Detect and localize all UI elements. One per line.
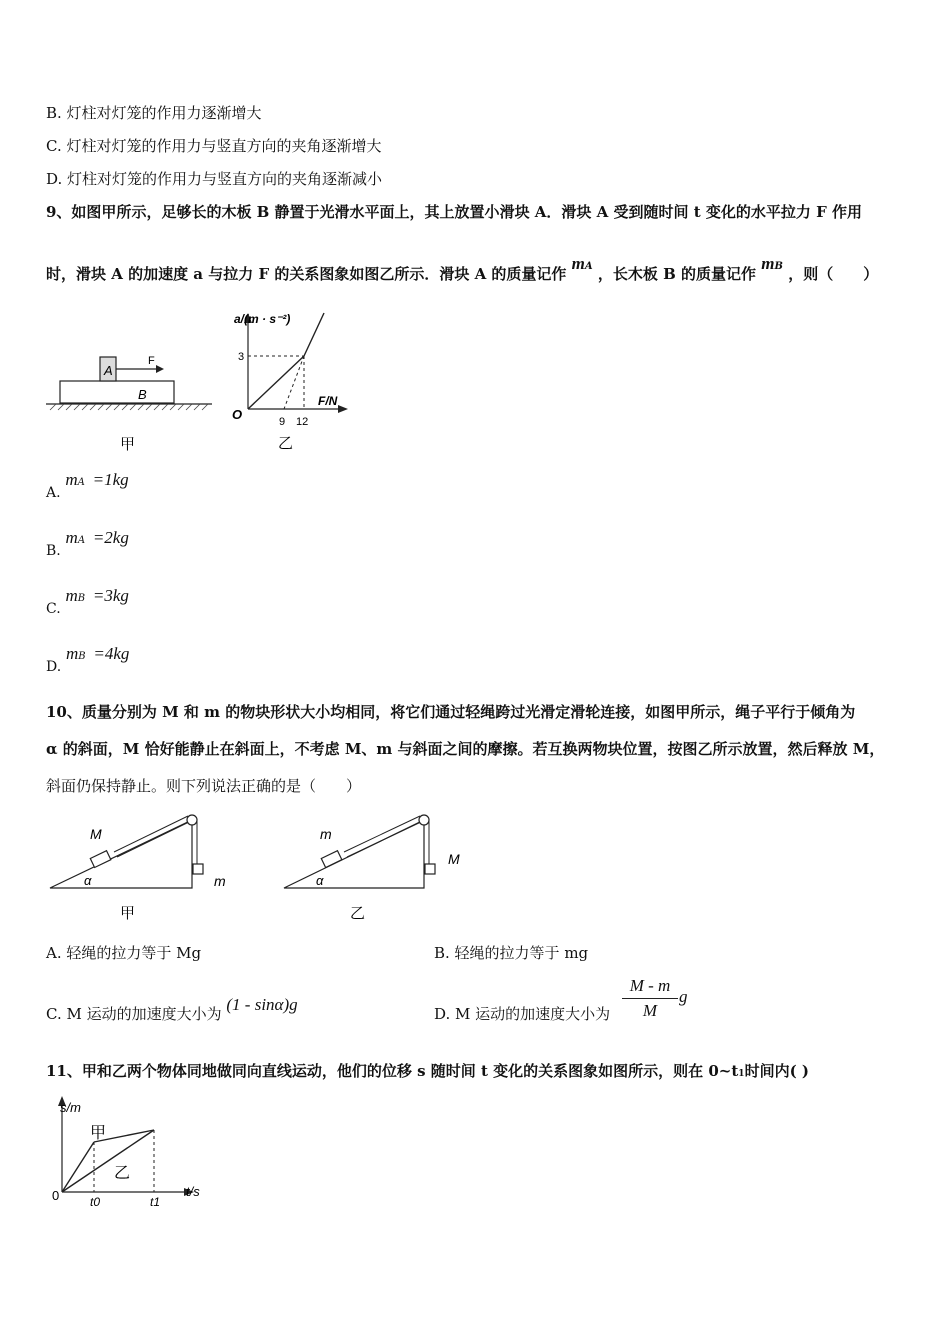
segment-1 xyxy=(248,356,304,409)
pulley xyxy=(187,815,197,825)
prev-option-b: B. 灯柱对灯笼的作用力逐渐增大 xyxy=(46,104,262,122)
y-axis-label: a/(m · s⁻²) xyxy=(234,312,291,326)
rope-2 xyxy=(117,821,191,857)
q9-option-a[interactable]: A. mA =1kg xyxy=(46,470,129,501)
q11-figure xyxy=(44,1092,224,1214)
y-axis-label: s/m xyxy=(60,1100,81,1115)
q9-stem-line2 xyxy=(46,254,879,287)
q10-option-d-g: g xyxy=(679,987,688,1006)
q10-option-c[interactable]: C. M 运动的加速度大小为 (1 - sinα)g xyxy=(46,995,298,1023)
rope-2 xyxy=(347,821,423,857)
label-b: B xyxy=(138,387,147,402)
segment-2 xyxy=(304,313,324,356)
q10-option-d[interactable]: D. M 运动的加速度大小为 xyxy=(434,1005,611,1023)
tick-t1: t1 xyxy=(150,1195,161,1209)
caption-yi: 乙 xyxy=(278,435,294,452)
hanging-block xyxy=(425,864,435,874)
q9-option-b[interactable]: B. mA =2kg xyxy=(46,528,129,559)
label-yi: 乙 xyxy=(114,1165,131,1182)
q9-option-c[interactable]: C. mB =3kg xyxy=(46,586,129,617)
origin-label: 0 xyxy=(52,1188,60,1203)
label-small-m: m xyxy=(214,873,226,889)
label-alpha: α xyxy=(316,873,324,888)
fraction-denominator: M xyxy=(642,1001,658,1020)
label-small-m: m xyxy=(320,826,332,842)
prev-option-d: D. 灯柱对灯笼的作用力与竖直方向的夹角逐渐减小 xyxy=(46,170,383,188)
rope xyxy=(344,816,420,852)
q9-stem-line2-a: 时，滑块 A 的加速度 a 与拉力 F 的关系图象如图乙所示．滑块 A 的质量记作 xyxy=(46,265,567,283)
ground-hatch xyxy=(50,404,208,410)
fraction-bar xyxy=(622,998,678,999)
board-b xyxy=(60,381,174,403)
x-arrowhead xyxy=(338,405,348,413)
caption-yi: 乙 xyxy=(350,905,366,922)
q10-stem-line2: α 的斜面，M 恰好能静止在斜面上，不考虑 M、m 与斜面之间的摩擦。若互换两物块位置，按图乙所示放置，然后释放 M， xyxy=(46,740,885,758)
x-tick-9: 9 xyxy=(279,416,286,428)
q10-stem-line1: 10、质量分别为 M 和 m 的物块形状大小均相同，将它们通过轻绳跨过光滑定滑轮连接，如图甲所示，绳子平行于倾角为 xyxy=(46,703,856,721)
caption-jia: 甲 xyxy=(120,905,136,922)
rope xyxy=(114,816,188,852)
x-axis-label: F/N xyxy=(318,394,338,408)
q10-option-a[interactable]: A. 轻绳的拉力等于 Mg xyxy=(46,944,202,962)
force-arrowhead xyxy=(156,365,164,373)
q10-stem-line3: 斜面仍保持静止。则下列说法正确的是（ ） xyxy=(46,777,362,795)
dash-extension xyxy=(284,356,304,409)
q9-figure-yi xyxy=(226,305,356,453)
q10-figure-yi xyxy=(280,808,480,926)
x-axis-label: t/s xyxy=(186,1184,200,1199)
prev-option-c: C. 灯柱对灯笼的作用力与竖直方向的夹角逐渐增大 xyxy=(46,137,382,155)
jia-segment-1 xyxy=(62,1142,94,1192)
q9-figure-jia xyxy=(44,345,216,455)
q10-option-d-fraction xyxy=(622,976,678,1021)
x-tick-12: 12 xyxy=(296,416,309,428)
slope-block xyxy=(90,851,111,868)
q9-option-d[interactable]: D. mB =4kg xyxy=(46,644,130,675)
label-jia: 甲 xyxy=(90,1125,107,1142)
origin-label: O xyxy=(232,407,243,422)
q9-mass-a-symbol: mA xyxy=(571,254,593,273)
incline-triangle xyxy=(50,820,192,888)
pulley xyxy=(419,815,429,825)
tick-t0: t0 xyxy=(90,1195,101,1209)
q9-mass-b-symbol: mB xyxy=(761,254,783,273)
label-big-m: M xyxy=(90,826,102,842)
label-big-m: M xyxy=(448,851,460,867)
slope-block xyxy=(321,851,342,868)
label-f: F xyxy=(148,355,155,367)
y-tick-3: 3 xyxy=(238,351,245,363)
fraction-numerator: M - m xyxy=(629,976,671,995)
q10-option-b[interactable]: B. 轻绳的拉力等于 mg xyxy=(434,944,589,962)
label-alpha: α xyxy=(84,873,92,888)
q10-figure-jia xyxy=(44,808,244,926)
hanging-block xyxy=(193,864,203,874)
q9-stem-line2-b: ，长木板 B 的质量记作 xyxy=(597,265,757,283)
q9-stem-line1: 9、如图甲所示，足够长的木板 B 静置于光滑水平面上，其上放置小滑块 A．滑块 A 受到随时间 t 变化的水平拉力 F 作用 xyxy=(46,203,862,221)
q9-stem-line2-c: ，则（ ） xyxy=(788,265,879,283)
caption-jia: 甲 xyxy=(120,436,136,453)
q11-stem: 11、甲和乙两个物体同地做同向直线运动，他们的位移 s 随时间 t 变化的关系图象如图所示，则在 0~t1时间内( ) xyxy=(46,1062,809,1080)
label-a: A xyxy=(104,363,113,378)
